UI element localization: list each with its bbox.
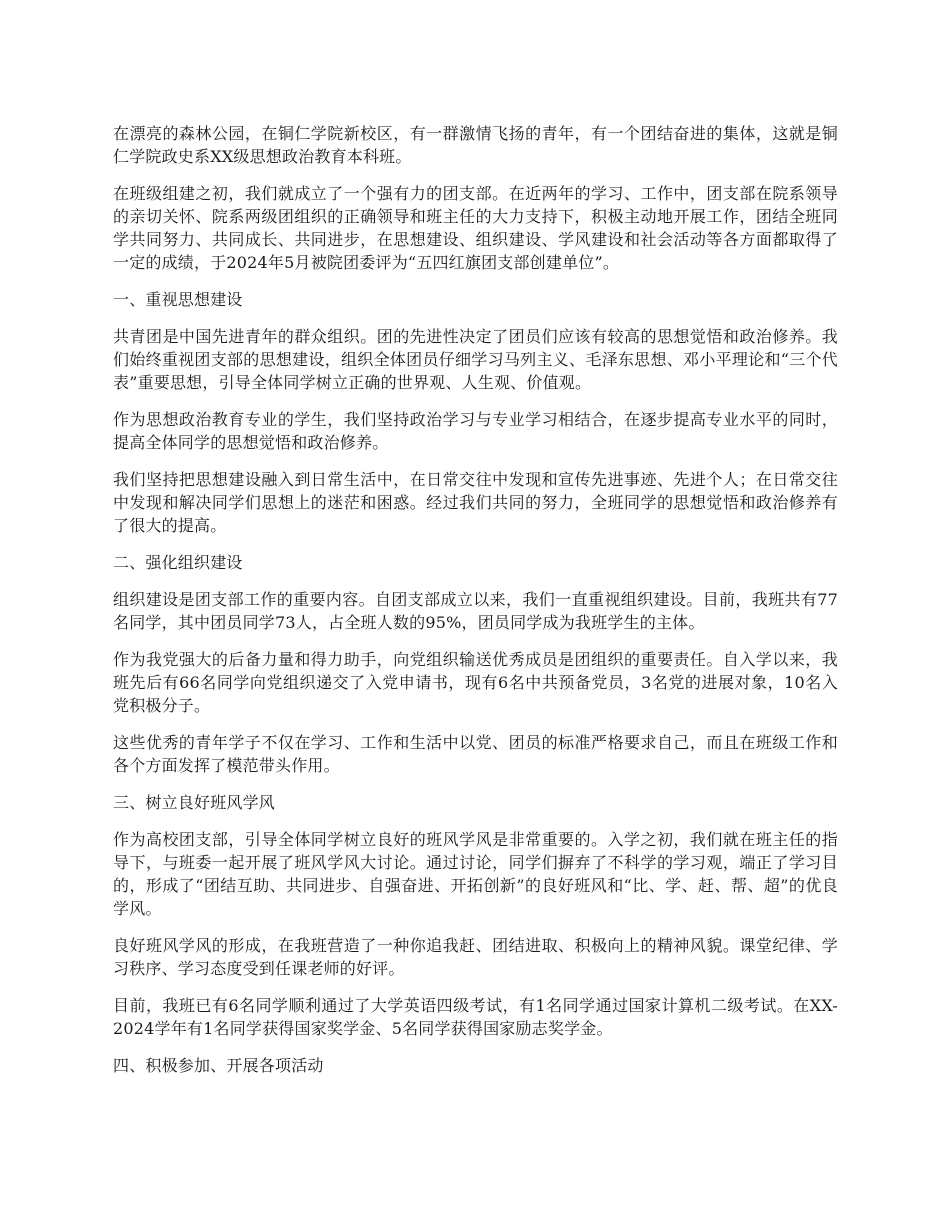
paragraph-daily-life: 我们坚持把思想建设融入到日常生活中，在日常交往中发现和宣传先进事迹、先进个人；在日常交往中发现和解决同学们思想上的迷茫和困惑。经过我们共同的努力，全班同学的思想觉悟和政治修养有了很大的提高。	[113, 470, 838, 535]
document-body	[113, 122, 838, 1091]
paragraph-atmosphere: 良好班风学风的形成，在我班营造了一种你追我赶、团结进取、积极向上的精神风貌。课堂纪律、学习秩序、学习态度受到任课老师的好评。	[113, 936, 838, 978]
section-heading-1: 一、重视思想建设	[113, 290, 243, 309]
paragraph-organization: 组织建设是团支部工作的重要内容。自团支部成立以来，我们一直重视组织建设。目前，我班共有77名同学，其中团员同学73人，占全班人数的95%，团员同学成为我班学生的主体。	[113, 590, 838, 632]
paragraph-youth-league: 共青团是中国先进青年的群众组织。团的先进性决定了团员们应该有较高的思想觉悟和政治修养。我们始终重视团支部的思想建设，组织全体团员仔细学习马列主义、毛泽东思想、邓小平理论和“三个代表”重要思想，引导全体同学树立正确的世界观、人生观、价值观。	[113, 327, 838, 392]
paragraph-political-study: 作为思想政治教育专业的学生，我们坚持政治学习与专业学习相结合，在逐步提高专业水平的同时，提高全体同学的思想觉悟和政治修养。	[113, 410, 838, 452]
paragraph-intro: 在漂亮的森林公园，在铜仁学院新校区，有一群激情飞扬的青年，有一个团结奋进的集体，这就是铜仁学院政史系XX级思想政治教育本科班。	[113, 124, 838, 166]
paragraph-branch-founding: 在班级组建之初，我们就成立了一个强有力的团支部。在近两年的学习、工作中，团支部在院系领导的亲切关怀、院系两级团组织的正确领导和班主任的大力支持下，积极主动地开展工作，团结全班同学共同努力、共同成长、共同进步，在思想建设、组织建设、学风建设和社会活动等各方面都取得了一定的成绩，于2024年5月被院团委评为“五四红旗团支部创建单位”。	[113, 184, 838, 272]
paragraph-party-members: 作为我党强大的后备力量和得力助手，向党组织输送优秀成员是团组织的重要责任。自入学以来，我班先后有66名同学向党组织递交了入党申请书，现有6名中共预备党员，3名党的进展对象，10名入党积极分子。	[113, 650, 838, 715]
section-heading-2: 二、强化组织建设	[113, 553, 243, 572]
paragraph-achievements: 目前，我班已有6名同学顺利通过了大学英语四级考试，有1名同学通过国家计算机二级考试。在XX-2024学年有1名同学获得国家奖学金、5名同学获得国家励志奖学金。	[113, 996, 838, 1038]
section-heading-3: 三、树立良好班风学风	[113, 793, 276, 812]
paragraph-role-models: 这些优秀的青年学子不仅在学习、工作和生活中以党、团员的标准严格要求自己，而且在班级工作和各个方面发挥了模范带头作用。	[113, 733, 838, 775]
section-heading-4: 四、积极参加、开展各项活动	[113, 1056, 324, 1075]
paragraph-study-style: 作为高校团支部，引导全体同学树立良好的班风学风是非常重要的。入学之初，我们就在班主任的指导下，与班委一起开展了班风学风大讨论。通过讨论，同学们摒弃了不科学的学习观，端正了学习目的，形成了“团结互助、共同进步、自强奋进、开拓创新”的良好班风和“比、学、赶、帮、超”的优良学风。	[113, 830, 838, 918]
